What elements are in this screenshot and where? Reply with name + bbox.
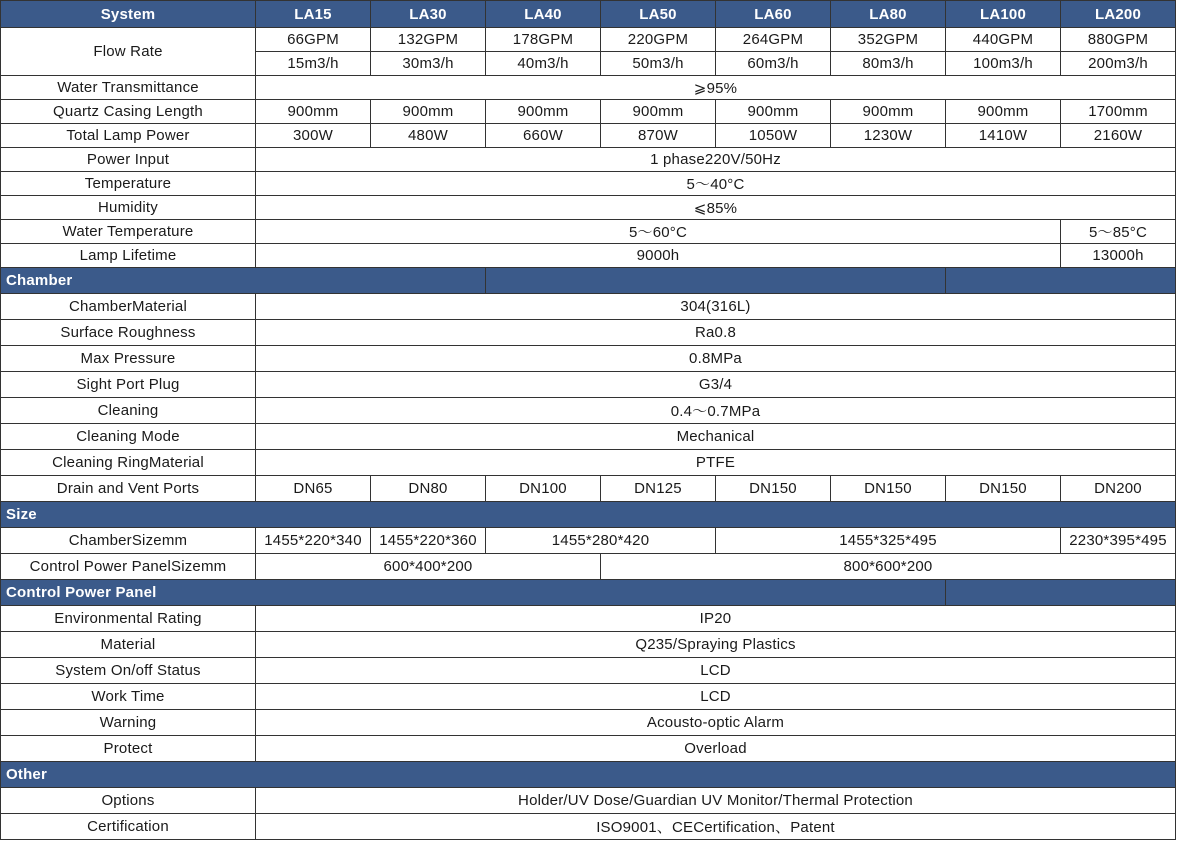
row-label: ChamberMaterial <box>1 294 256 320</box>
flow-m3h-cell: 100m3/h <box>946 52 1061 76</box>
section-other-row <box>1 762 1176 788</box>
flow-m3h-cell: 50m3/h <box>601 52 716 76</box>
row-label: Temperature <box>1 172 256 196</box>
options-row <box>1 788 1176 814</box>
on-off-status-row <box>1 658 1176 684</box>
flow-m3h-cell: 200m3/h <box>1061 52 1176 76</box>
row-value: 0.4～0.7MPa <box>256 398 1176 424</box>
row-value: Overload <box>256 736 1176 762</box>
row-value: 5～85°C <box>1061 220 1176 244</box>
row-label: Water Transmittance <box>1 76 256 100</box>
power-input-row <box>1 148 1176 172</box>
row-value: 1 phase220V/50Hz <box>256 148 1176 172</box>
row-label: Certification <box>1 814 256 840</box>
row-value: DN125 <box>601 476 716 502</box>
row-value: 5～40°C <box>256 172 1176 196</box>
row-value: 2160W <box>1061 124 1176 148</box>
row-value: IP20 <box>256 606 1176 632</box>
section-control-panel-row <box>1 580 1176 606</box>
row-label: Sight Port Plug <box>1 372 256 398</box>
flow-m3h-cell: 80m3/h <box>831 52 946 76</box>
lamp-lifetime-row <box>1 244 1176 268</box>
row-label: Environmental Rating <box>1 606 256 632</box>
environmental-rating-row <box>1 606 1176 632</box>
surface-roughness-row <box>1 320 1176 346</box>
row-value: 800*600*200 <box>601 554 1176 580</box>
row-label: Max Pressure <box>1 346 256 372</box>
row-label: Water Temperature <box>1 220 256 244</box>
drain-vent-ports-row <box>1 476 1176 502</box>
row-value: Acousto-optic Alarm <box>256 710 1176 736</box>
flow-m3h-cell: 40m3/h <box>486 52 601 76</box>
model-header: LA50 <box>601 1 716 28</box>
row-label: Quartz Casing Length <box>1 100 256 124</box>
row-value: ISO9001、CECertification、Patent <box>256 814 1176 840</box>
row-label: Humidity <box>1 196 256 220</box>
flow-gpm-cell: 352GPM <box>831 28 946 52</box>
section-filler <box>946 268 1176 294</box>
flow-gpm-cell: 880GPM <box>1061 28 1176 52</box>
warning-row <box>1 710 1176 736</box>
row-value: 900mm <box>831 100 946 124</box>
row-value: DN65 <box>256 476 371 502</box>
model-header: LA200 <box>1061 1 1176 28</box>
row-value: Q235/Spraying Plastics <box>256 632 1176 658</box>
flow-gpm-cell: 220GPM <box>601 28 716 52</box>
flow-gpm-cell: 264GPM <box>716 28 831 52</box>
quartz-casing-row <box>1 100 1176 124</box>
system-header: System <box>1 1 256 28</box>
row-value: 1700mm <box>1061 100 1176 124</box>
cleaning-mode-row <box>1 424 1176 450</box>
row-value: 5～60°C <box>256 220 1061 244</box>
row-value: 660W <box>486 124 601 148</box>
row-label: Drain and Vent Ports <box>1 476 256 502</box>
row-label: Cleaning Mode <box>1 424 256 450</box>
certification-row <box>1 814 1176 840</box>
row-value: 900mm <box>256 100 371 124</box>
row-label: Surface Roughness <box>1 320 256 346</box>
row-label: System On/off Status <box>1 658 256 684</box>
row-label: Cleaning <box>1 398 256 424</box>
cleaning-row <box>1 398 1176 424</box>
flow-m3h-cell: 15m3/h <box>256 52 371 76</box>
row-label: ChamberSizemm <box>1 528 256 554</box>
row-value: 1050W <box>716 124 831 148</box>
row-value: 1455*280*420 <box>486 528 716 554</box>
chamber-material-row <box>1 294 1176 320</box>
row-label: Cleaning RingMaterial <box>1 450 256 476</box>
row-label: Material <box>1 632 256 658</box>
row-value: DN80 <box>371 476 486 502</box>
row-value: 900mm <box>601 100 716 124</box>
section-filler <box>946 580 1176 606</box>
row-value: DN200 <box>1061 476 1176 502</box>
flow-gpm-cell: 178GPM <box>486 28 601 52</box>
control-panel-size-row <box>1 554 1176 580</box>
row-value: 600*400*200 <box>256 554 601 580</box>
row-value: 0.8MPa <box>256 346 1176 372</box>
flow-gpm-cell: 132GPM <box>371 28 486 52</box>
section-title: Control Power Panel <box>1 580 946 606</box>
row-value: 480W <box>371 124 486 148</box>
row-value: 300W <box>256 124 371 148</box>
protect-row <box>1 736 1176 762</box>
row-value: 900mm <box>371 100 486 124</box>
section-chamber-row <box>1 268 1176 294</box>
row-label: Options <box>1 788 256 814</box>
cleaning-ring-material-row <box>1 450 1176 476</box>
row-value: 1230W <box>831 124 946 148</box>
row-value: 1455*220*360 <box>371 528 486 554</box>
row-value: 9000h <box>256 244 1061 268</box>
header-row <box>1 1 1176 28</box>
water-transmittance-row <box>1 76 1176 100</box>
model-header: LA40 <box>486 1 601 28</box>
row-label: Work Time <box>1 684 256 710</box>
row-value: LCD <box>256 658 1176 684</box>
model-header: LA60 <box>716 1 831 28</box>
row-value: ⩾95% <box>256 76 1176 100</box>
row-value: ⩽85% <box>256 196 1176 220</box>
temperature-row <box>1 172 1176 196</box>
max-pressure-row <box>1 346 1176 372</box>
row-label: Protect <box>1 736 256 762</box>
row-value: 13000h <box>1061 244 1176 268</box>
row-value: 900mm <box>946 100 1061 124</box>
row-value: Ra0.8 <box>256 320 1176 346</box>
model-header: LA30 <box>371 1 486 28</box>
flow-gpm-cell: 66GPM <box>256 28 371 52</box>
row-value: DN100 <box>486 476 601 502</box>
row-value: Mechanical <box>256 424 1176 450</box>
row-value: 870W <box>601 124 716 148</box>
water-temperature-row <box>1 220 1176 244</box>
row-label: Total Lamp Power <box>1 124 256 148</box>
panel-material-row <box>1 632 1176 658</box>
section-size-row <box>1 502 1176 528</box>
row-value: DN150 <box>831 476 946 502</box>
row-value: Holder/UV Dose/Guardian UV Monitor/Thermal Protection <box>256 788 1176 814</box>
row-value: G3/4 <box>256 372 1176 398</box>
flow-gpm-cell: 440GPM <box>946 28 1061 52</box>
flow-rate-row <box>1 28 1176 52</box>
row-value: DN150 <box>946 476 1061 502</box>
row-value: LCD <box>256 684 1176 710</box>
row-label: Power Input <box>1 148 256 172</box>
row-value: DN150 <box>716 476 831 502</box>
row-value: 1455*325*495 <box>716 528 1061 554</box>
sight-port-plug-row <box>1 372 1176 398</box>
row-value: 1410W <box>946 124 1061 148</box>
row-value: 900mm <box>486 100 601 124</box>
row-label: Warning <box>1 710 256 736</box>
humidity-row <box>1 196 1176 220</box>
row-label: Control Power PanelSizemm <box>1 554 256 580</box>
flow-rate-label: Flow Rate <box>1 28 256 76</box>
chamber-size-row <box>1 528 1176 554</box>
model-header: LA15 <box>256 1 371 28</box>
row-value: PTFE <box>256 450 1176 476</box>
flow-m3h-cell: 30m3/h <box>371 52 486 76</box>
section-title: Other <box>1 762 1176 788</box>
flow-m3h-cell: 60m3/h <box>716 52 831 76</box>
model-header: LA100 <box>946 1 1061 28</box>
section-title: Size <box>1 502 1176 528</box>
row-value: 304(316L) <box>256 294 1176 320</box>
row-value: 900mm <box>716 100 831 124</box>
model-header: LA80 <box>831 1 946 28</box>
row-value: 2230*395*495 <box>1061 528 1176 554</box>
total-lamp-power-row <box>1 124 1176 148</box>
work-time-row <box>1 684 1176 710</box>
section-filler <box>486 268 946 294</box>
section-title: Chamber <box>1 268 486 294</box>
row-value: 1455*220*340 <box>256 528 371 554</box>
row-label: Lamp Lifetime <box>1 244 256 268</box>
